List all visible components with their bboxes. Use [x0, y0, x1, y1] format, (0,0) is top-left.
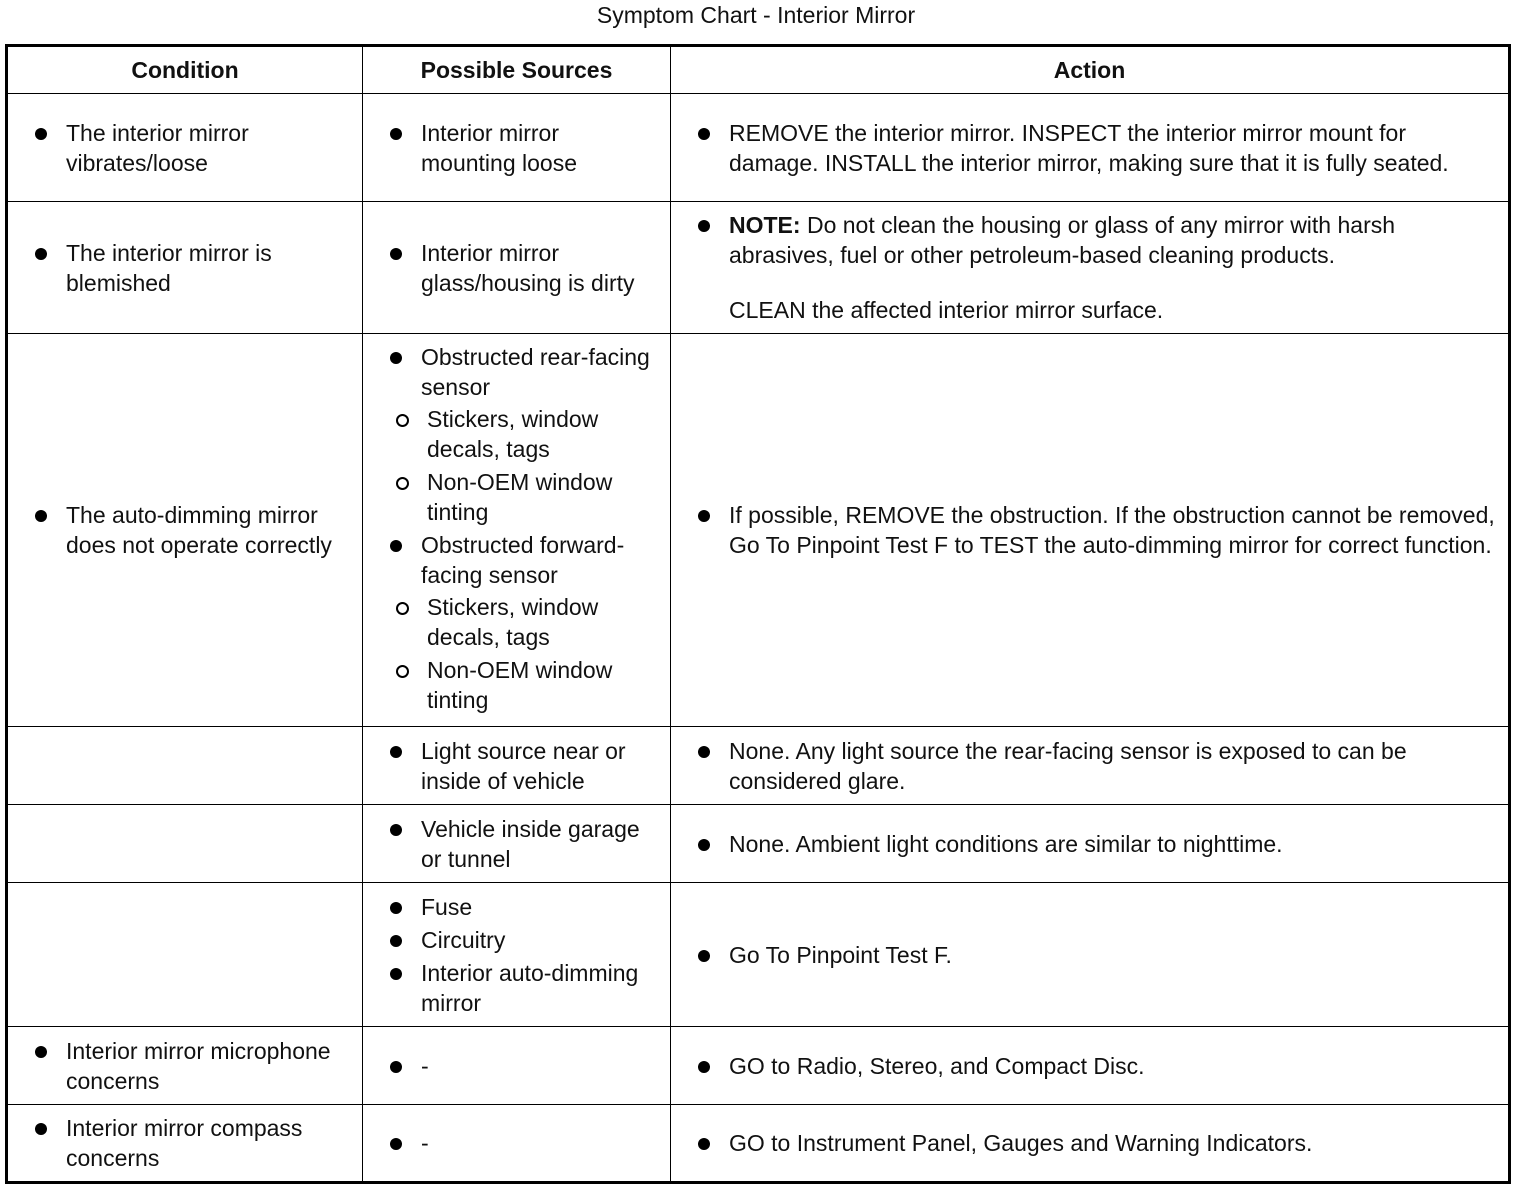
list-item	[377, 238, 660, 298]
sub-list-item	[377, 404, 660, 464]
action-header: Action	[671, 46, 1510, 94]
condition-text: The auto-dimming mirror does not operate correctly	[66, 502, 332, 558]
sub-list-item	[377, 592, 660, 652]
list-item	[685, 736, 1498, 796]
source-cell	[363, 727, 671, 805]
list-item	[685, 1051, 1498, 1081]
source-cell	[363, 883, 671, 1027]
action-text: If possible, REMOVE the obstruction. If the obstruction cannot be removed, Go To Pinpoint Test F to TEST the auto-dimming mirror for correct function.	[729, 502, 1495, 558]
action-cell	[671, 727, 1510, 805]
table-row	[7, 202, 1510, 334]
source-cell	[363, 1105, 671, 1183]
table-row	[7, 1105, 1510, 1183]
condition-text: Interior mirror compass concerns	[66, 1115, 303, 1171]
symptom-chart-table	[5, 44, 1511, 1184]
condition-cell	[7, 202, 363, 334]
source-text: -	[421, 1130, 429, 1156]
filled-circle-bullet-icon	[35, 1046, 47, 1058]
action-text: REMOVE the interior mirror. INSPECT the interior mirror mount for damage. INSTALL the interior mirror, making sure that it is fully seated.	[729, 119, 1449, 176]
sub-source-text: Stickers, window decals, tags	[427, 406, 599, 462]
filled-circle-bullet-icon	[698, 220, 710, 232]
condition-header: Condition	[7, 46, 363, 94]
possible-sources-header: Possible Sources	[363, 46, 671, 94]
filled-circle-bullet-icon	[35, 1123, 47, 1135]
condition-text: The interior mirror vibrates/loose	[66, 119, 249, 176]
list-item	[377, 342, 660, 527]
filled-circle-bullet-icon	[390, 1138, 402, 1150]
condition-text: Interior mirror microphone concerns	[66, 1037, 331, 1094]
sub-source-text: Non-OEM window tinting	[427, 469, 613, 525]
sub-list-item	[377, 655, 660, 715]
filled-circle-bullet-icon	[390, 968, 402, 980]
filled-circle-bullet-icon	[698, 839, 710, 851]
sub-list-item	[377, 467, 660, 527]
filled-circle-bullet-icon	[390, 540, 402, 552]
filled-circle-bullet-icon	[698, 1138, 710, 1150]
list-item	[685, 829, 1498, 859]
action-cell	[671, 334, 1510, 727]
action-cell	[671, 94, 1510, 202]
source-text: Circuitry	[421, 926, 506, 953]
list-item	[685, 1128, 1498, 1158]
source-cell	[363, 805, 671, 883]
table-row	[7, 1027, 1510, 1105]
list-item	[377, 530, 660, 715]
action-followup-text: CLEAN the affected interior mirror surface.	[729, 297, 1164, 323]
filled-circle-bullet-icon	[390, 248, 402, 260]
filled-circle-bullet-icon	[390, 352, 402, 364]
source-text: Interior auto-dimming mirror	[421, 959, 639, 1016]
table-row	[7, 727, 1510, 805]
list-item	[685, 210, 1498, 270]
filled-circle-bullet-icon	[390, 902, 402, 914]
source-text: Obstructed rear-facing sensor	[421, 344, 650, 400]
list-item	[377, 814, 660, 874]
action-cell	[671, 1105, 1510, 1183]
filled-circle-bullet-icon	[390, 128, 402, 140]
table-row	[7, 883, 1510, 1027]
action-text: GO to Instrument Panel, Gauges and Warning Indicators.	[729, 1130, 1313, 1156]
source-text: Interior mirror mounting loose	[421, 119, 577, 176]
note-text: Do not clean the housing or glass of any mirror with harsh abrasives, fuel or other petroleum-based cleaning products.	[729, 212, 1396, 268]
filled-circle-bullet-icon	[698, 746, 710, 758]
sub-source-text: Stickers, window decals, tags	[427, 594, 599, 650]
condition-cell	[7, 883, 363, 1027]
source-cell	[363, 202, 671, 334]
filled-circle-bullet-icon	[698, 1061, 710, 1073]
table-row	[7, 805, 1510, 883]
filled-circle-bullet-icon	[35, 128, 47, 140]
filled-circle-bullet-icon	[390, 746, 402, 758]
hollow-circle-bullet-icon	[396, 414, 409, 427]
list-item	[377, 118, 660, 178]
source-cell	[363, 94, 671, 202]
list-item	[685, 500, 1498, 560]
list-item	[22, 238, 352, 298]
source-cell	[363, 1027, 671, 1105]
source-text: -	[421, 1052, 429, 1079]
action-cell	[671, 1027, 1510, 1105]
filled-circle-bullet-icon	[390, 824, 402, 836]
action-text: None. Any light source the rear-facing sensor is exposed to can be considered glare.	[729, 737, 1407, 794]
list-item	[22, 1036, 352, 1096]
filled-circle-bullet-icon	[35, 510, 47, 522]
condition-cell	[7, 727, 363, 805]
note-label: NOTE:	[729, 212, 801, 238]
filled-circle-bullet-icon	[390, 1061, 402, 1073]
list-item	[22, 1113, 352, 1173]
filled-circle-bullet-icon	[698, 950, 710, 962]
list-item	[377, 1051, 660, 1081]
list-item	[377, 958, 660, 1018]
list-item	[685, 118, 1498, 178]
condition-cell	[7, 334, 363, 727]
source-cell	[363, 334, 671, 727]
table-row	[7, 94, 1510, 202]
source-text: Vehicle inside garage or tunnel	[421, 815, 640, 872]
page-title: Symptom Chart - Interior Mirror	[596, 2, 916, 28]
source-text: Fuse	[421, 893, 473, 920]
action-cell	[671, 805, 1510, 883]
hollow-circle-bullet-icon	[396, 602, 409, 615]
condition-cell	[7, 1105, 363, 1183]
list-item	[377, 1128, 660, 1158]
action-cell	[671, 883, 1510, 1027]
condition-text: The interior mirror is blemished	[66, 239, 272, 296]
table-row	[7, 334, 1510, 727]
filled-circle-bullet-icon	[390, 935, 402, 947]
condition-cell	[7, 1027, 363, 1105]
list-item	[685, 940, 1498, 970]
sub-source-text: Non-OEM window tinting	[427, 657, 613, 713]
list-item	[377, 892, 660, 922]
filled-circle-bullet-icon	[698, 510, 710, 522]
source-text: Obstructed forward-facing sensor	[421, 532, 625, 588]
list-item	[377, 736, 660, 796]
filled-circle-bullet-icon	[35, 248, 47, 260]
action-text: GO to Radio, Stereo, and Compact Disc.	[729, 1052, 1145, 1079]
header-row	[7, 46, 1510, 94]
hollow-circle-bullet-icon	[396, 477, 409, 490]
list-item	[377, 925, 660, 955]
action-text: Go To Pinpoint Test F.	[729, 941, 952, 968]
source-text: Interior mirror glass/housing is dirty	[421, 239, 635, 296]
list-item	[22, 500, 352, 560]
condition-cell	[7, 94, 363, 202]
action-text: None. Ambient light conditions are similar to nighttime.	[729, 830, 1283, 857]
action-cell	[671, 202, 1510, 334]
filled-circle-bullet-icon	[698, 128, 710, 140]
condition-cell	[7, 805, 363, 883]
list-item	[22, 118, 352, 178]
hollow-circle-bullet-icon	[396, 665, 409, 678]
source-text: Light source near or inside of vehicle	[421, 737, 626, 794]
